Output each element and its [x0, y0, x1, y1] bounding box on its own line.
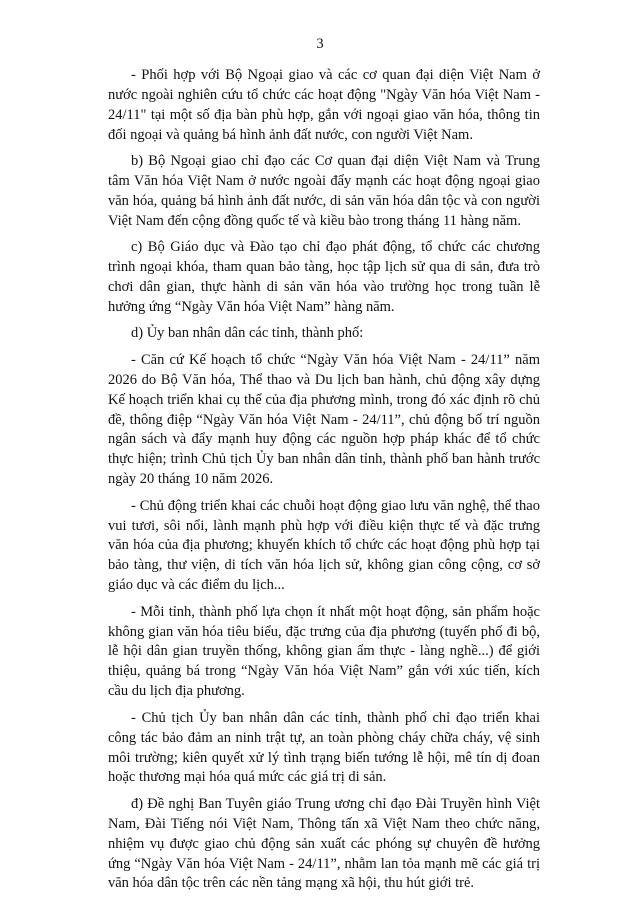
paragraph-d-security-safety: - Chủ tịch Ủy ban nhân dân các tỉnh, thành phố chỉ đạo triển khai công tác bảo đảm an ninh trật tự, an toàn phòng cháy chữa cháy, vệ sinh môi trường; kiên quyết xử lý tình trạng biến tướng lễ hội, mê tín dị đoan hoặc thương mại hóa quá mức các giá trị di sản. [108, 709, 540, 786]
paragraph-c-ministry-education: c) Bộ Giáo dục và Đào tạo chỉ đạo phát động, tổ chức các chương trình ngoại khóa, tham quan bảo tàng, học tập lịch sử qua di sản, đưa trò chơi dân gian, thực hành di sản văn hóa vào trường học trong tuần lễ hưởng ứng “Ngày Văn hóa Việt Nam” hàng năm. [108, 239, 540, 315]
paragraph-d-provincial-committees: d) Ủy ban nhân dân các tỉnh, thành phố: [131, 325, 364, 342]
paragraph-dd-propaganda-department: đ) Đề nghị Ban Tuyên giáo Trung ương chỉ đạo Đài Truyền hình Việt Nam, Đài Tiếng nói Việt Nam, Thông tấn xã Việt Nam theo chức năng, nhiệm vụ được giao chủ động sản xuất các phóng sự chuyên đề hưởng ứng “Ngày Văn hóa Việt Nam - 24/11”, nhằm lan tỏa mạnh mẽ các giá trị văn hóa dân tộc trên các nền tảng mạng xã hội, thu hút giới trẻ. [108, 795, 540, 892]
paragraph-d-activity-series: - Chủ động triển khai các chuỗi hoạt động giao lưu văn nghệ, thể thao vui tươi, sôi nổi, lành mạnh phù hợp với điều kiện thực tế và đặc trưng văn hóa của địa phương; khuyến khích tổ chức các hoạt động phù hợp tại bảo tàng, thư viện, di tích văn hóa lịch sử, không gian công cộng, cơ sở giáo dục và các điểm du lịch... [108, 497, 540, 594]
page-number: 3 [316, 36, 324, 52]
document-body [108, 66, 540, 901]
paragraph-foreign-affairs-coordination: - Phối hợp với Bộ Ngoại giao và các cơ quan đại diện Việt Nam ở nước ngoài nghiên cứu tổ chức các hoạt động "Ngày Văn hóa Việt Nam - 24/11" tại một số địa bàn phù hợp, gắn với ngoại giao văn hóa, thông tin đối ngoại và quảng bá hình ảnh đất nước, con người Việt Nam. [108, 67, 540, 143]
paragraph-d-plan-basis: - Căn cứ Kế hoạch tổ chức “Ngày Văn hóa Việt Nam - 24/11” năm 2026 do Bộ Văn hóa, Thể thao và Du lịch ban hành, chủ động xây dựng Kế hoạch triển khai cụ thể của địa phương mình, trong đó xác định rõ chủ đề, thông điệp “Ngày Văn hóa Việt Nam - 24/11”, chủ động bố trí nguồn ngân sách và đẩy mạnh huy động các nguồn hợp pháp khác để tổ chức thực hiện; trình Chủ tịch Ủy ban nhân dân tỉnh, thành phố ban hành trước ngày 20 tháng 10 năm 2026. [108, 351, 540, 488]
paragraph-b-ministry-foreign-affairs: b) Bộ Ngoại giao chỉ đạo các Cơ quan đại diện Việt Nam và Trung tâm Văn hóa Việt Nam ở nước ngoài đẩy mạnh các hoạt động ngoại giao văn hóa, quảng bá hình ảnh đất nước, di sản văn hóa dân tộc và con người Việt Nam đến cộng đồng quốc tế và kiều bào trong tháng 11 hàng năm. [108, 153, 540, 229]
paragraph-d-featured-activity: - Mỗi tỉnh, thành phố lựa chọn ít nhất một hoạt động, sản phẩm hoặc không gian văn hóa tiêu biểu, đặc trưng của địa phương (tuyến phố đi bộ, lễ hội dân gian truyền thống, không gian ẩm thực - làng nghề...) để giới thiệu, quảng bá trong “Ngày Văn hóa Việt Nam” gắn với xúc tiến, kích cầu du lịch địa phương. [108, 603, 540, 700]
